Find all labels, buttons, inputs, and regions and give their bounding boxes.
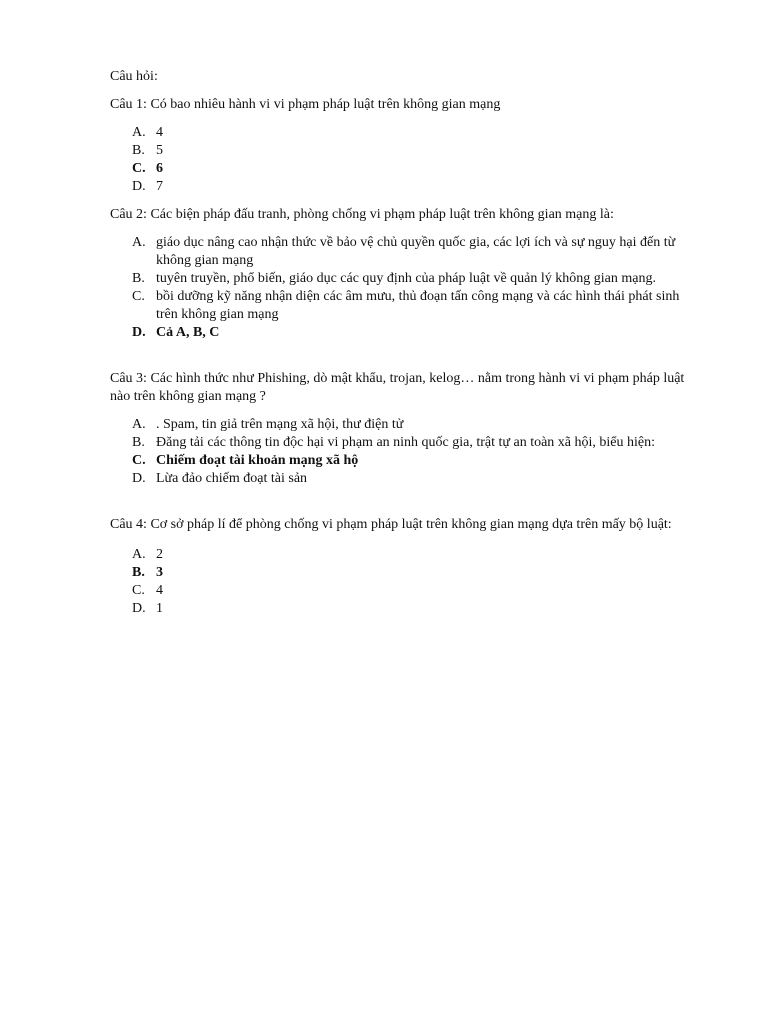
option-text: 4 <box>156 125 163 140</box>
option-c <box>132 288 690 324</box>
option-b <box>132 270 690 288</box>
option-list <box>110 546 690 618</box>
option-letter: A. <box>132 417 146 432</box>
option-list <box>110 416 690 488</box>
option-text: tuyên truyền, phổ biến, giáo dục các quy định của pháp luật về quản lý không gian mạng. <box>156 271 656 286</box>
option-letter: B. <box>132 565 145 580</box>
option-b <box>132 142 690 160</box>
option-text: giáo dục nâng cao nhận thức về bảo vệ chủ quyền quốc gia, các lợi ích và sự nguy hại đến từ không gian mạng <box>156 235 676 268</box>
option-letter: B. <box>132 271 145 286</box>
option-letter: B. <box>132 143 145 158</box>
option-a <box>132 416 690 434</box>
option-letter: A. <box>132 547 146 562</box>
option-letter: A. <box>132 125 146 140</box>
option-c-correct <box>132 160 690 178</box>
option-text: 2 <box>156 547 163 562</box>
option-text: Lừa đảo chiếm đoạt tài sản <box>156 471 308 486</box>
option-text: Chiếm đoạt tài khoản mạng xã hộ <box>156 453 359 468</box>
option-letter: C. <box>132 289 145 304</box>
option-text: 5 <box>156 143 163 158</box>
option-d <box>132 600 690 618</box>
option-letter: B. <box>132 435 145 450</box>
question-text: Câu 1: Có bao nhiêu hành vi vi phạm pháp luật trên không gian mạng <box>110 97 501 112</box>
option-d <box>132 178 690 196</box>
option-text: 7 <box>156 179 163 194</box>
option-d-correct <box>132 324 690 342</box>
option-d <box>132 470 690 488</box>
page-heading: Câu hỏi: <box>110 69 158 84</box>
option-text: bồi dưỡng kỹ năng nhận diện các âm mưu, thủ đoạn tấn công mạng và các hình thái phát sinh trên không gian mạng <box>156 289 680 322</box>
option-letter: C. <box>132 453 146 468</box>
question-1 <box>110 96 690 196</box>
option-a <box>132 546 690 564</box>
option-text: . Spam, tin giả trên mạng xã hội, thư điện tử <box>156 417 404 432</box>
option-text: Cả A, B, C <box>156 325 220 340</box>
option-letter: D. <box>132 179 146 194</box>
option-letter: A. <box>132 235 146 250</box>
question-4 <box>110 516 690 618</box>
option-a <box>132 234 690 270</box>
option-text: 4 <box>156 583 163 598</box>
option-text: 6 <box>156 161 163 176</box>
option-letter: C. <box>132 161 146 176</box>
option-list <box>110 234 690 342</box>
option-text: 1 <box>156 601 163 616</box>
option-letter: C. <box>132 583 145 598</box>
option-c <box>132 582 690 600</box>
option-b-correct <box>132 564 690 582</box>
option-a <box>132 124 690 142</box>
question-3 <box>110 370 690 488</box>
option-letter: D. <box>132 601 146 616</box>
question-2 <box>110 206 690 342</box>
question-text: Câu 4: Cơ sở pháp lí để phòng chống vi phạm pháp luật trên không gian mạng dựa trên mấy bộ luật: <box>110 517 672 532</box>
option-text: Đăng tải các thông tin độc hại vi phạm an ninh quốc gia, trật tự an toàn xã hội, biểu hiện: <box>156 435 656 450</box>
option-letter: D. <box>132 325 146 340</box>
question-text: Câu 2: Các biện pháp đấu tranh, phòng chống vi phạm pháp luật trên không gian mạng là: <box>110 207 614 222</box>
option-list <box>110 124 690 196</box>
option-text: 3 <box>156 565 163 580</box>
option-b <box>132 434 690 452</box>
option-letter: D. <box>132 471 146 486</box>
question-text: Câu 3: Các hình thức như Phishing, dò mật khẩu, trojan, kelog… nằm trong hành vi vi phạm pháp luật nào trên không gian mạng ? <box>110 371 685 404</box>
option-c-correct <box>132 452 690 470</box>
